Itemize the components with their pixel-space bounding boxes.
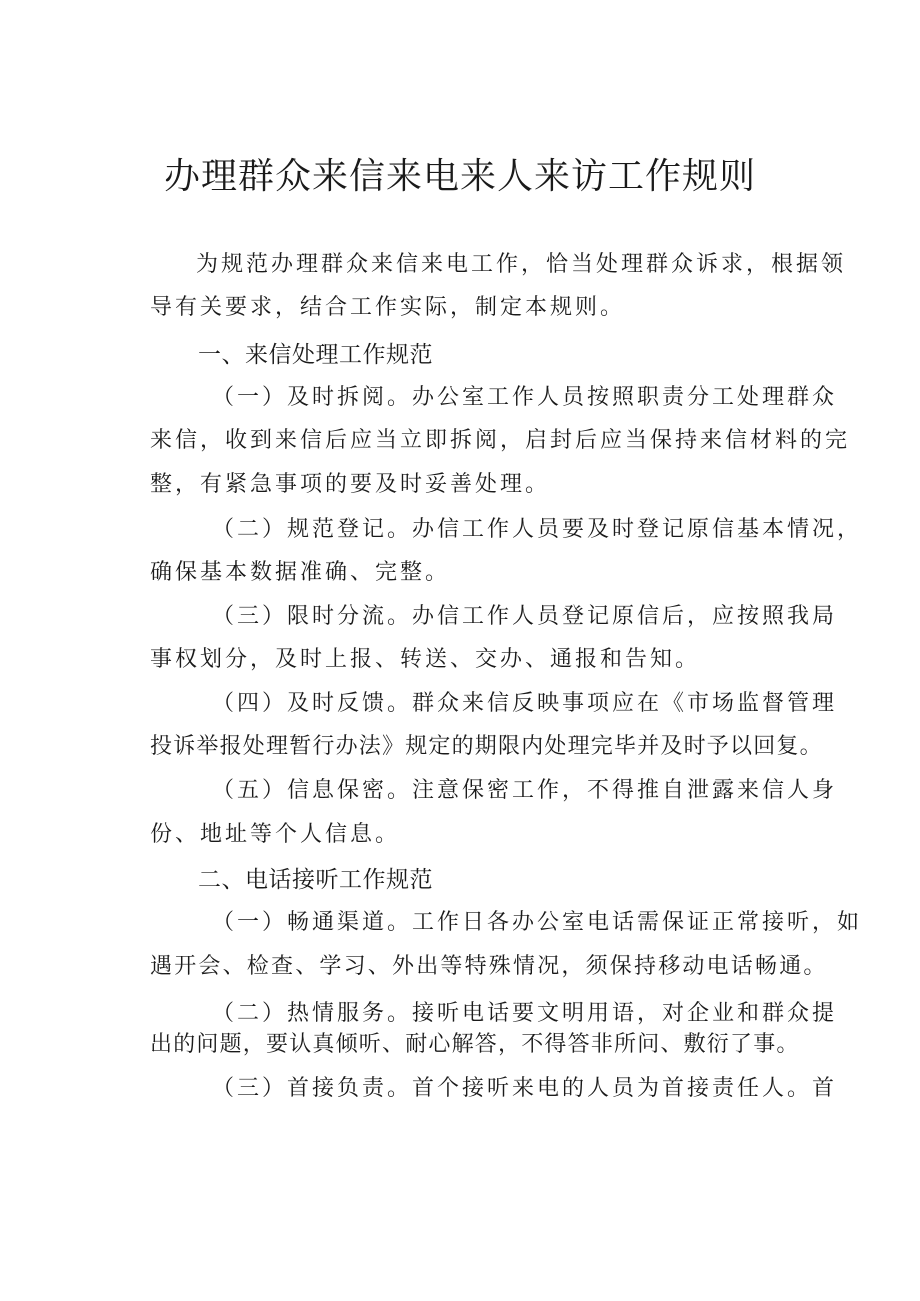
s2-item1-line2: 遇开会、检查、学习、外出等特殊情况，须保持移动电话畅通。: [150, 954, 828, 979]
intro-line-2: 导有关要求，结合工作实际，制定本规则。: [150, 295, 626, 320]
s2-item2-line1: （二）热情服务。接听电话要文明用语，对企业和群众提: [212, 1001, 838, 1026]
s1-item3-line2: 事权划分，及时上报、转送、交办、通报和告知。: [150, 647, 701, 672]
s1-item4-line1: （四）及时反馈。群众来信反映事项应在《市场监督管理: [212, 691, 838, 716]
intro-line-1: 为规范办理群众来信来电工作，恰当处理群众诉求，根据领: [196, 252, 847, 277]
s1-item4-line2: 投诉举报处理暂行办法》规定的期限内处理完毕并及时予以回复。: [150, 734, 823, 759]
s1-item5-line1: （五）信息保密。注意保密工作，不得推自泄露来信人身: [212, 778, 838, 803]
section-2-heading: 二、电话接听工作规范: [198, 867, 433, 893]
s1-item1-line3: 整，有紧急事项的要及时妥善处理。: [150, 472, 551, 497]
s1-item3-line1: （三）限时分流。办信工作人员登记原信后，应按照我局: [212, 604, 838, 629]
s2-item3-line1: （三）首接负责。首个接听来电的人员为首接责任人。首: [212, 1076, 838, 1101]
s1-item1-line1: （一）及时拆阅。办公室工作人员按照职责分工处理群众: [212, 385, 838, 410]
document-title: 办理群众来信来电来人来访工作规则: [163, 156, 756, 197]
s2-item1-line1: （一）畅通渠道。工作日各办公室电话需保证正常接听，如: [212, 910, 863, 935]
s2-item2-line2: 出的问题，要认真倾听、耐心解答，不得答非所问、敷衍了事。: [150, 1032, 800, 1057]
section-1-heading: 一、来信处理工作规范: [198, 342, 433, 368]
s1-item1-line2: 来信，收到来信后应当立即拆阅，启封后应当保持来信材料的完: [150, 428, 851, 453]
s1-item2-line2: 确保基本数据准确、完整。: [150, 560, 451, 585]
s1-item2-line1: （二）规范登记。办信工作人员要及时登记原信基本情况，: [212, 517, 863, 542]
s1-item5-line2: 份、地址等个人信息。: [150, 822, 401, 847]
